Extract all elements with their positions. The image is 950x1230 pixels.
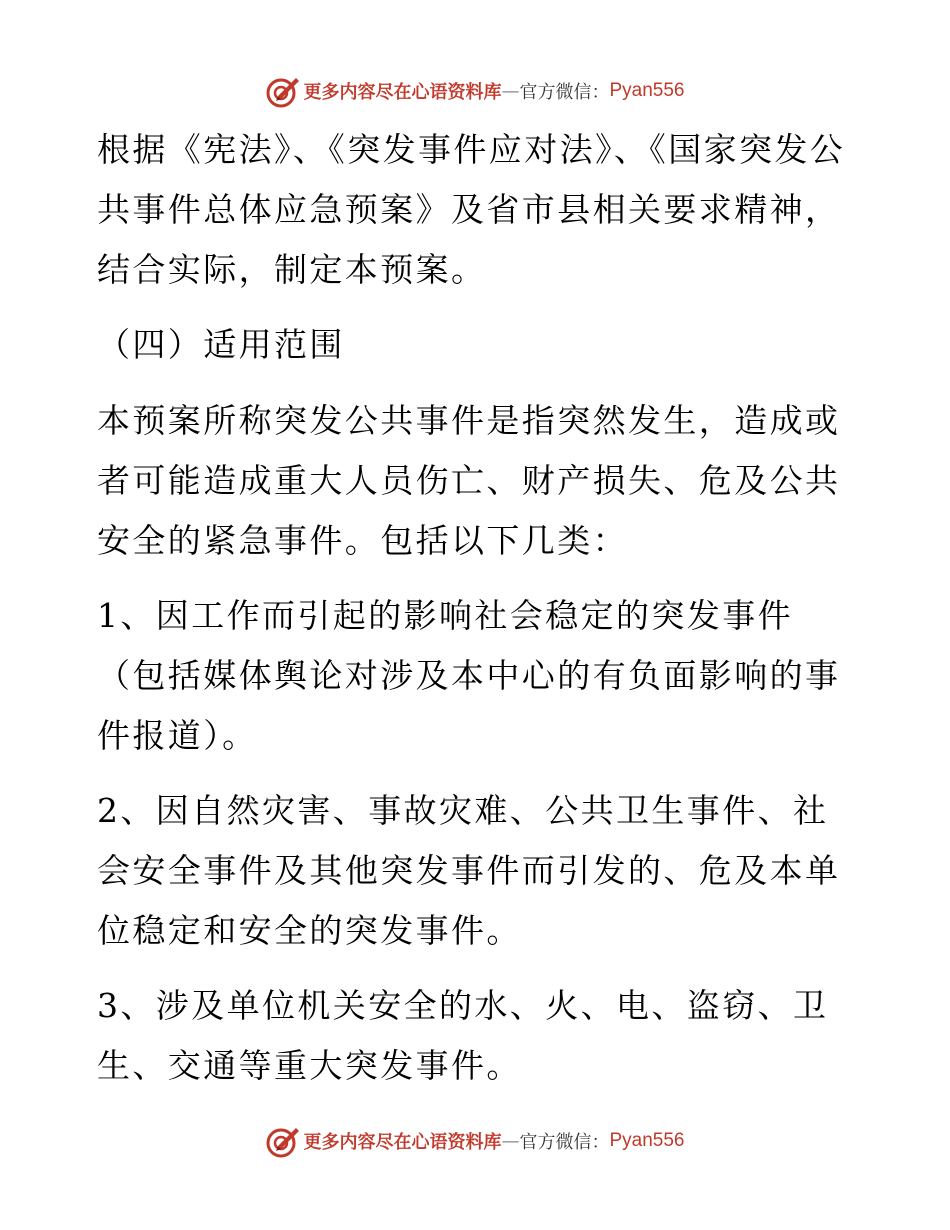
section-heading-scope: （四）适用范围 — [97, 325, 345, 364]
watermark-separator: — — [501, 1130, 520, 1152]
list-item-3: 3、涉及单位机关安全的水、火、电、盗窃、卫生、交通等重大突发事件。 — [97, 986, 829, 1085]
paragraph-definition: 本预案所称突发公共事件是指突然发生，造成或者可能造成重大人员伤亡、财产损失、危及公共安全的紧急事件。包括以下几类： — [97, 401, 841, 560]
watermark-brand-text: 更多内容尽在心语资料库 — [303, 1132, 502, 1153]
header-watermark — [0, 71, 950, 111]
list-item-2: 2、因自然灾害、事故灾难、公共卫生事件、社会安全事件及其他突发事件而引发的、危及本单位稳定和安全的突发事件。 — [97, 791, 841, 950]
paragraph-basis: 根据《宪法》、《突发事件应对法》、《国家突发公共事件总体应急预案》及省市县相关要求精神，结合实际，制定本预案。 — [97, 130, 846, 289]
pen-logo-icon — [265, 73, 301, 109]
document-body — [97, 120, 857, 1111]
watermark-wechat-id: Pyan556 — [609, 1130, 685, 1151]
pen-logo-icon — [265, 1123, 301, 1159]
footer-watermark — [0, 1121, 950, 1161]
list-item-1: 1、因工作而引起的影响社会稳定的突发事件（包括媒体舆论对涉及本中心的有负面影响的事件报道）。 — [97, 596, 841, 755]
watermark-separator: — — [501, 80, 520, 102]
watermark-official-label: 官方微信： — [519, 82, 610, 103]
watermark-official-label: 官方微信： — [519, 1132, 610, 1153]
watermark-brand-text: 更多内容尽在心语资料库 — [303, 82, 502, 103]
watermark-wechat-id: Pyan556 — [609, 80, 685, 101]
